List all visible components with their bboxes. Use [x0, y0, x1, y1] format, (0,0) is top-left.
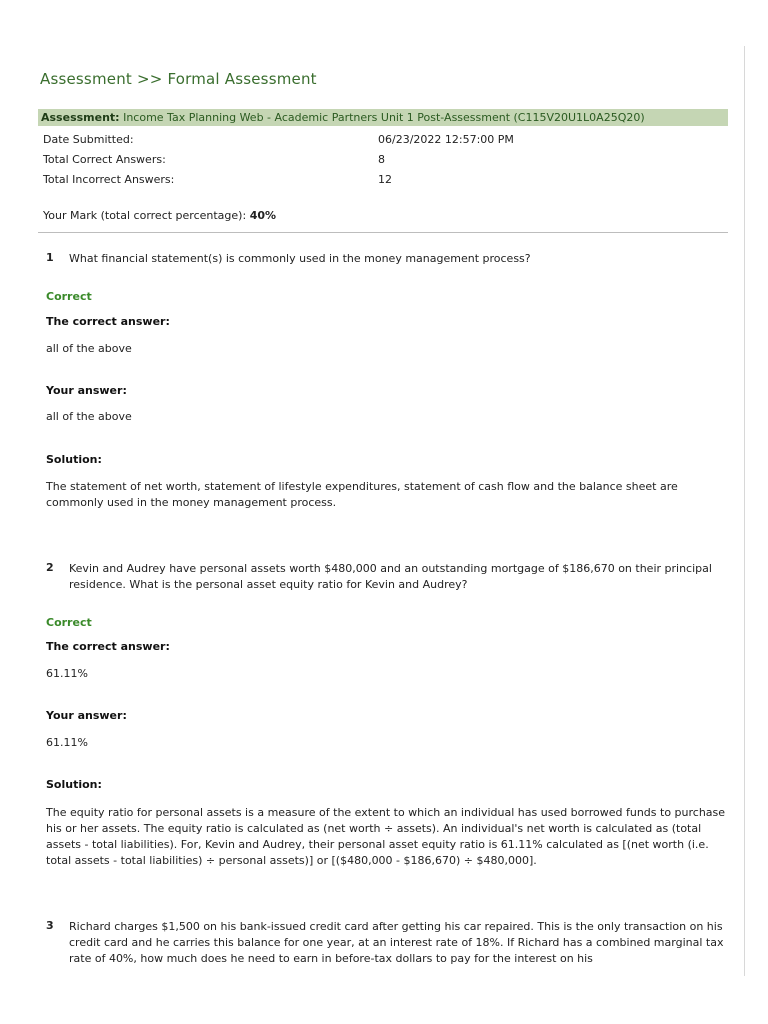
date-submitted-value: 06/23/2022 12:57:00 PM: [378, 133, 514, 146]
question-status: Correct: [46, 616, 92, 629]
question-status: Correct: [46, 290, 92, 303]
assessment-label: Assessment:: [41, 111, 120, 124]
page-edge-divider: [744, 46, 745, 976]
summary-divider: [38, 232, 728, 233]
your-answer-value: all of the above: [46, 410, 132, 423]
your-answer-value: 61.11%: [46, 736, 88, 749]
date-submitted-label: Date Submitted:: [43, 133, 134, 146]
total-incorrect-label: Total Incorrect Answers:: [43, 173, 175, 186]
solution-label: Solution:: [46, 778, 102, 791]
solution-text: The statement of net worth, statement of lifestyle expenditures, statement of cash flow and the balance sheet are commonly used in the money management process.: [46, 480, 678, 509]
assessment-title-bar: [38, 109, 728, 126]
question-text: Kevin and Audrey have personal assets worth $480,000 and an outstanding mortgage of $186,670 on their principal residence. What is the personal asset equity ratio for Kevin and Audrey?: [69, 562, 712, 591]
question-number: 3: [46, 919, 54, 932]
question-number: 2: [46, 561, 54, 574]
solution-text: The equity ratio for personal assets is a measure of the extent to which an individual has used borrowed funds to purchase his or her assets. The equity ratio is calculated as (net worth ÷ assets). An individual's net worth is calculated as (total assets - total liabilities). For, Kevin and Audrey, their personal asset equity ratio is 61.11% calculated as [(net worth (i.e. total assets - total liabilities) ÷ personal assets)] or [($480,000 - $186,670) ÷ $480,000].: [46, 806, 726, 867]
total-correct-value: 8: [378, 153, 385, 166]
question-text: What financial statement(s) is commonly used in the money management process?: [69, 252, 531, 265]
solution-label: Solution:: [46, 453, 102, 466]
question-text: Richard charges $1,500 on his bank-issued credit card after getting his car repaired. This is the only transaction on his credit card and he carries this balance for one year, at an interest rate of 18%. If Richard has a combined marginal tax rate of 40%, how much does he need to earn in before-tax dollars to pay for the interest on his: [69, 920, 724, 965]
total-correct-label: Total Correct Answers:: [43, 153, 166, 166]
your-mark-label: Your Mark (total correct percentage):: [43, 209, 247, 222]
question-number: 1: [46, 251, 54, 264]
your-mark-value: 40%: [249, 209, 277, 222]
correct-answer-label: The correct answer:: [46, 315, 170, 328]
assessment-name: Income Tax Planning Web - Academic Partners Unit 1 Post-Assessment (C115V20U1L0A25Q20): [123, 111, 645, 124]
correct-answer-value: all of the above: [46, 342, 132, 355]
your-mark: [43, 209, 276, 222]
your-answer-label: Your answer:: [46, 709, 127, 722]
assessment-title: [41, 111, 645, 124]
page-title: Assessment >> Formal Assessment: [40, 70, 317, 88]
total-incorrect-value: 12: [378, 173, 392, 186]
your-answer-label: Your answer:: [46, 384, 127, 397]
correct-answer-label: The correct answer:: [46, 640, 170, 653]
correct-answer-value: 61.11%: [46, 667, 88, 680]
